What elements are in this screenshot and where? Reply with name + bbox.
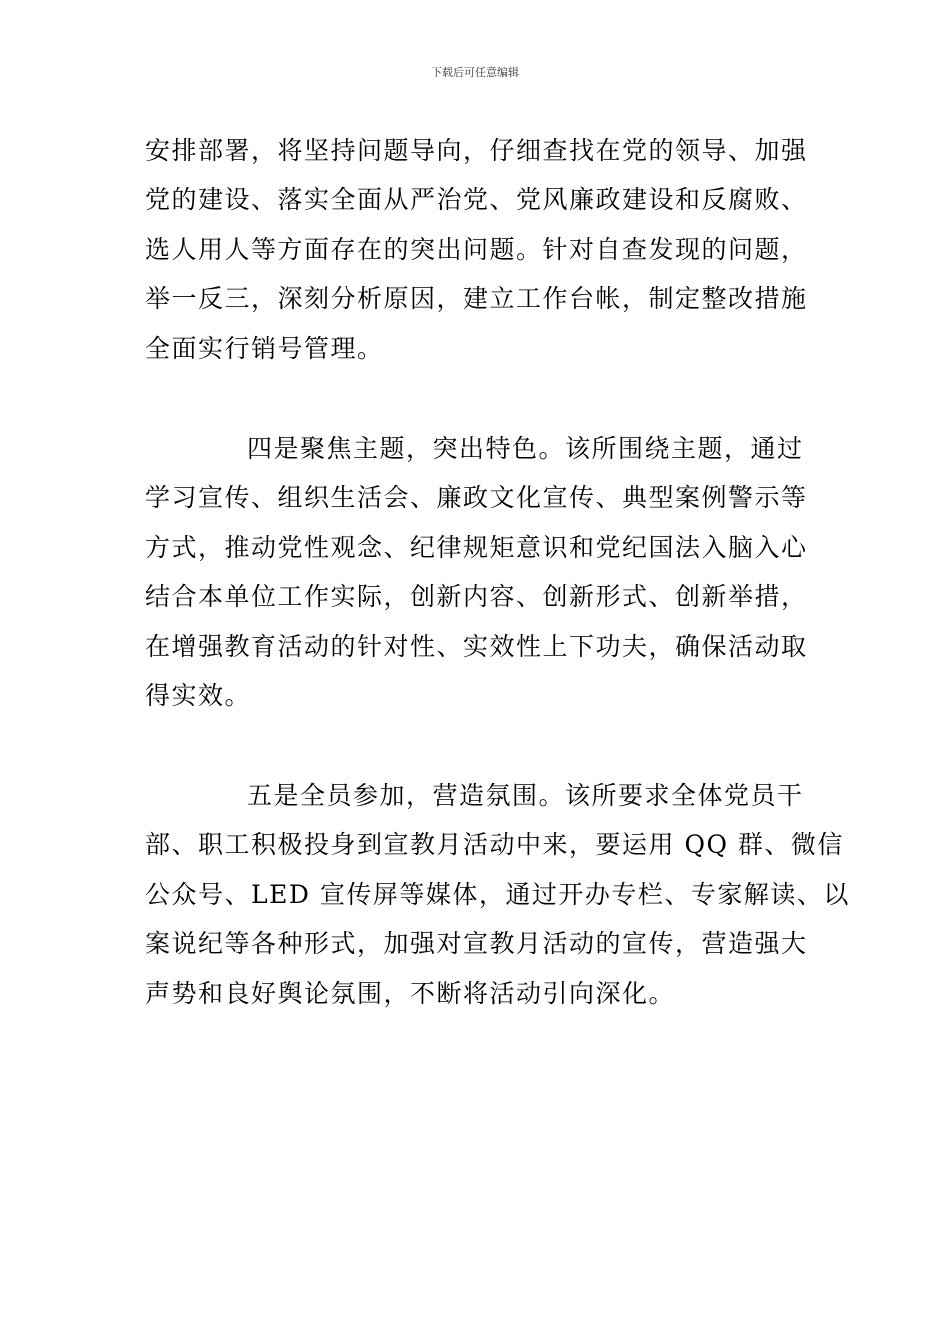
paragraph-line: 公众号、LED 宣传屏等媒体，通过开办专栏、专家解读、以 [145,879,850,909]
paragraph-line: 得实效。 [145,681,252,711]
paragraph-first-line: 五是全员参加，营造氛围。该所要求全体党员干 [247,781,804,810]
paragraph-line: 方式，推动党性观念、纪律规矩意识和党纪国法入脑入心 [145,532,808,562]
paragraph-line: 结合本单位工作实际，创新内容、创新形式、创新举措， [145,582,808,612]
paragraph-line: 部、职工积极投身到宣教月活动中来，要运用 QQ 群、微信 [145,830,844,860]
paragraph-line: 在增强教育活动的针对性、实效性上下功夫，确保活动取 [145,631,808,661]
paragraph-first-line: 四是聚焦主题，突出特色。该所围绕主题，通过 [247,434,804,463]
paragraph-line: 学习宣传、组织生活会、廉政文化宣传、典型案例警示等 [145,483,808,513]
paragraph-line: 党的建设、落实全面从严治党、党风廉政建设和反腐败、 [145,185,808,215]
paragraph-1 [145,126,807,373]
paragraph-line: 选人用人等方面存在的突出问题。针对自查发现的问题， [145,234,808,264]
page-header: 下载后可任意编辑 [431,66,519,79]
paragraph-2 [145,424,807,720]
paragraph-line: 案说纪等各种形式，加强对宣教月活动的宣传，营造强大 [145,929,808,959]
paragraph-line: 声势和良好舆论氛围，不断将活动引向深化。 [145,978,676,1008]
paragraph-3 [145,771,850,1018]
paragraph-line: 举一反三，深刻分析原因，建立工作台帐，制定整改措施 [145,284,808,314]
paragraph-line: 安排部署，将坚持问题导向，仔细查找在党的领导、加强 [145,136,808,165]
paragraph-line: 全面实行销号管理。 [145,333,384,363]
